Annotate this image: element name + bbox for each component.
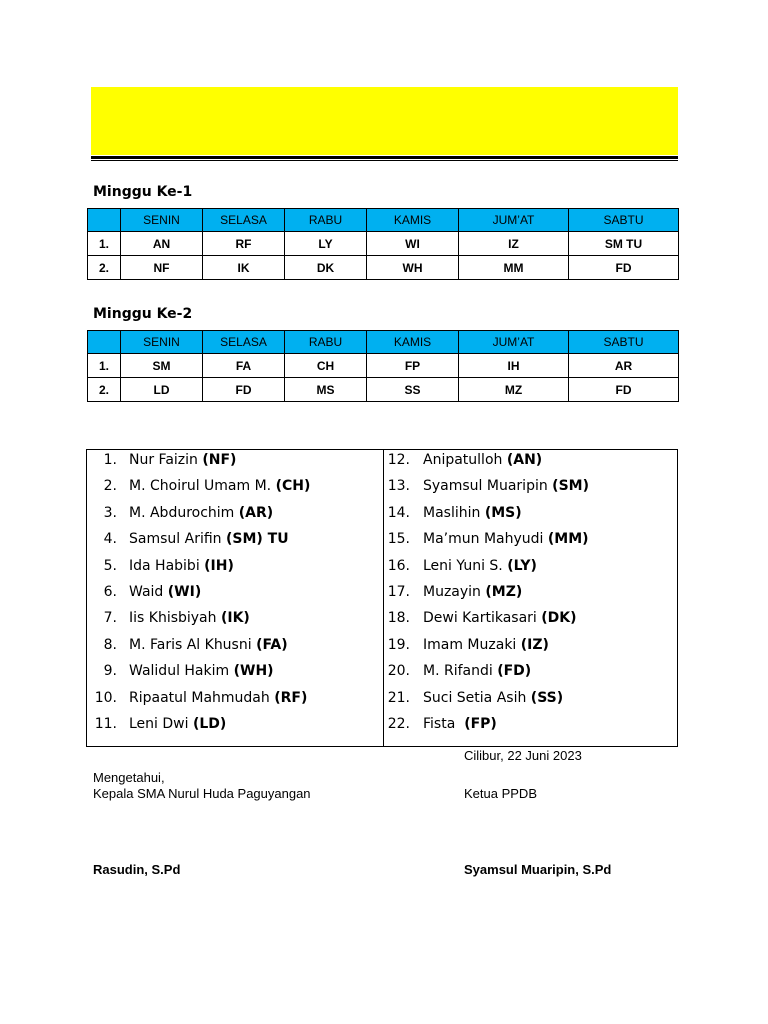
item-name (129, 635, 288, 655)
list-item (87, 582, 383, 608)
table-cell: FD (203, 378, 285, 402)
person-name: Syamsul Muaripin (423, 478, 553, 495)
week1-title: Minggu Ke-1 (93, 184, 193, 200)
person-code: (FD) (497, 663, 532, 680)
item-name (129, 714, 226, 734)
table-cell: DK (285, 256, 367, 280)
table-cell: LY (285, 232, 367, 256)
table-cell: MZ (459, 378, 569, 402)
person-code: (IH) (204, 557, 234, 574)
item-number: 13. (387, 478, 410, 495)
item-name (129, 582, 201, 602)
person-name: M. Abdurochim (129, 504, 239, 521)
table-cell: WI (367, 232, 459, 256)
name-list-box (86, 449, 678, 747)
table-header-row (88, 209, 679, 232)
table-cell: FA (203, 354, 285, 378)
table-cell: 1. (88, 354, 121, 378)
item-number: 10. (94, 689, 117, 706)
list-item (87, 450, 383, 476)
list-item (384, 503, 678, 529)
table-cell: 1. (88, 232, 121, 256)
list-item (384, 688, 678, 714)
table-cell: IH (459, 354, 569, 378)
person-code: (DK) (541, 610, 577, 627)
person-name: Nur Faizin (129, 452, 203, 468)
item-number: 15. (387, 531, 410, 548)
person-code: (FA) (256, 636, 288, 653)
list-item (384, 582, 678, 608)
person-name: M. Faris Al Khusni (129, 636, 257, 653)
list-item (384, 529, 678, 555)
person-name: Iis Khisbiyah (129, 610, 221, 627)
table-cell: IK (203, 256, 285, 280)
person-code: (SS) (530, 689, 564, 706)
item-number: 20. (387, 663, 410, 680)
item-number: 1. (103, 452, 117, 468)
person-code: (NF) (202, 452, 237, 468)
item-name (423, 661, 531, 681)
person-name: Samsul Arifin (129, 531, 226, 548)
person-code: (IK) (220, 610, 250, 627)
table-cell: SM (121, 354, 203, 378)
person-name: Ida Habibi (129, 557, 205, 574)
list-item (384, 661, 678, 687)
person-name: Leni Yuni S. (423, 557, 508, 574)
person-code: (SM) (552, 478, 589, 495)
person-code: (MS) (484, 504, 522, 521)
item-number: 3. (103, 504, 117, 521)
item-number: 16. (387, 557, 410, 574)
person-code: (LY) (507, 557, 537, 574)
item-name (129, 688, 307, 708)
header-cell: JUM’AT (459, 331, 569, 354)
list-item (384, 450, 678, 476)
list-item (384, 476, 678, 502)
header-cell: RABU (285, 331, 367, 354)
table-cell: MS (285, 378, 367, 402)
item-name (423, 635, 549, 655)
item-name (129, 661, 274, 681)
week2-table (87, 330, 679, 402)
header-cell: SELASA (203, 209, 285, 232)
item-number: 19. (387, 636, 410, 653)
item-number: 2. (103, 478, 117, 495)
person-code: (WI) (167, 583, 202, 600)
item-number: 4. (103, 531, 117, 548)
person-name: Walidul Hakim (129, 663, 234, 680)
header-cell: RABU (285, 209, 367, 232)
item-name (423, 714, 497, 734)
header-cell (88, 331, 121, 354)
header-cell: KAMIS (367, 209, 459, 232)
table-row (88, 354, 679, 378)
item-number: 12. (387, 452, 410, 468)
header-cell: SABTU (569, 331, 679, 354)
item-number: 22. (387, 715, 410, 732)
place-date: Cilibur, 22 Juni 2023 (464, 748, 582, 763)
list-item (87, 688, 383, 714)
item-number: 21. (387, 689, 410, 706)
person-name: Muzayin (423, 583, 486, 600)
header-cell: SABTU (569, 209, 679, 232)
week2-title: Minggu Ke-2 (93, 306, 193, 322)
list-item (87, 608, 383, 634)
item-number: 17. (387, 583, 410, 600)
person-name: M. Choirul Umam M. (129, 478, 276, 495)
list-item (87, 503, 383, 529)
item-number: 14. (387, 504, 410, 521)
person-code: (WH) (233, 663, 274, 680)
right-role: Ketua PPDB (464, 786, 537, 801)
person-code: (SM) TU (225, 531, 289, 548)
person-name: Anipatulloh (423, 452, 507, 468)
table-cell: AR (569, 354, 679, 378)
table-row (88, 232, 679, 256)
item-number: 7. (103, 610, 117, 627)
person-name: Dewi Kartikasari (423, 610, 542, 627)
table-row (88, 256, 679, 280)
table-header-row (88, 331, 679, 354)
person-code: (FP) (464, 715, 497, 732)
list-item (87, 661, 383, 687)
person-code: (CH) (275, 478, 311, 495)
person-name: Fista (423, 715, 465, 732)
person-code: (RF) (274, 689, 308, 706)
table-row (88, 378, 679, 402)
list-item (87, 529, 383, 555)
table-cell: FD (569, 256, 679, 280)
table-cell: RF (203, 232, 285, 256)
table-cell: FD (569, 378, 679, 402)
person-code: (IZ) (520, 636, 549, 653)
item-name (129, 608, 250, 628)
name-list-left (87, 450, 383, 740)
table-cell: CH (285, 354, 367, 378)
item-number: 11. (94, 715, 117, 732)
header-cell: SELASA (203, 331, 285, 354)
table-cell: NF (121, 256, 203, 280)
table-cell: MM (459, 256, 569, 280)
table-cell: SM TU (569, 232, 679, 256)
item-name (129, 529, 289, 549)
person-name: Leni Dwi (129, 715, 193, 732)
header-cell: SENIN (121, 209, 203, 232)
table-cell: IZ (459, 232, 569, 256)
item-number: 5. (103, 557, 117, 574)
person-name: Imam Muzaki (423, 636, 521, 653)
list-item (87, 556, 383, 582)
name-list-right (384, 450, 678, 740)
item-name (423, 556, 537, 576)
item-name (423, 529, 589, 549)
person-name: M. Rifandi (423, 663, 498, 680)
item-name (423, 450, 542, 470)
person-code: (MM) (547, 531, 589, 548)
item-number: 9. (103, 663, 117, 680)
person-code: (AN) (506, 452, 543, 468)
header-cell: JUM’AT (459, 209, 569, 232)
list-item (87, 635, 383, 661)
header-cell: KAMIS (367, 331, 459, 354)
item-name (129, 476, 310, 496)
person-name: Waid (129, 583, 168, 600)
table-cell: AN (121, 232, 203, 256)
item-name (129, 503, 273, 523)
header-rule-thick (91, 156, 678, 159)
item-name (129, 450, 236, 470)
person-name: Ma’mun Mahyudi (423, 531, 548, 548)
person-code: (LD) (192, 715, 227, 732)
item-number: 18. (387, 610, 410, 627)
item-name (423, 608, 577, 628)
table-cell: FP (367, 354, 459, 378)
person-name: Maslihin (423, 504, 485, 521)
list-item (87, 714, 383, 740)
person-code: (AR) (238, 504, 274, 521)
item-name (423, 582, 522, 602)
list-item (384, 635, 678, 661)
person-name: Suci Setia Asih (423, 689, 531, 706)
person-code: (MZ) (485, 583, 523, 600)
table-cell: WH (367, 256, 459, 280)
list-item (87, 476, 383, 502)
week1-table (87, 208, 679, 280)
list-item (384, 608, 678, 634)
item-name (129, 556, 234, 576)
header-cell (88, 209, 121, 232)
item-name (423, 688, 563, 708)
item-name (423, 476, 589, 496)
header-banner (91, 87, 678, 155)
item-number: 6. (103, 583, 117, 600)
right-signatory-name: Syamsul Muaripin, S.Pd (464, 862, 612, 877)
left-role: Kepala SMA Nurul Huda Paguyangan (93, 786, 311, 801)
header-cell: SENIN (121, 331, 203, 354)
list-item (384, 714, 678, 740)
table-cell: 2. (88, 378, 121, 402)
header-rule-thin (91, 160, 678, 161)
person-name: Ripaatul Mahmudah (129, 689, 275, 706)
item-name (423, 503, 522, 523)
left-signatory-name: Rasudin, S.Pd (93, 862, 181, 877)
list-item (384, 556, 678, 582)
table-cell: SS (367, 378, 459, 402)
acknowledged-label: Mengetahui, (93, 770, 165, 785)
item-number: 8. (103, 636, 117, 653)
table-cell: 2. (88, 256, 121, 280)
table-cell: LD (121, 378, 203, 402)
